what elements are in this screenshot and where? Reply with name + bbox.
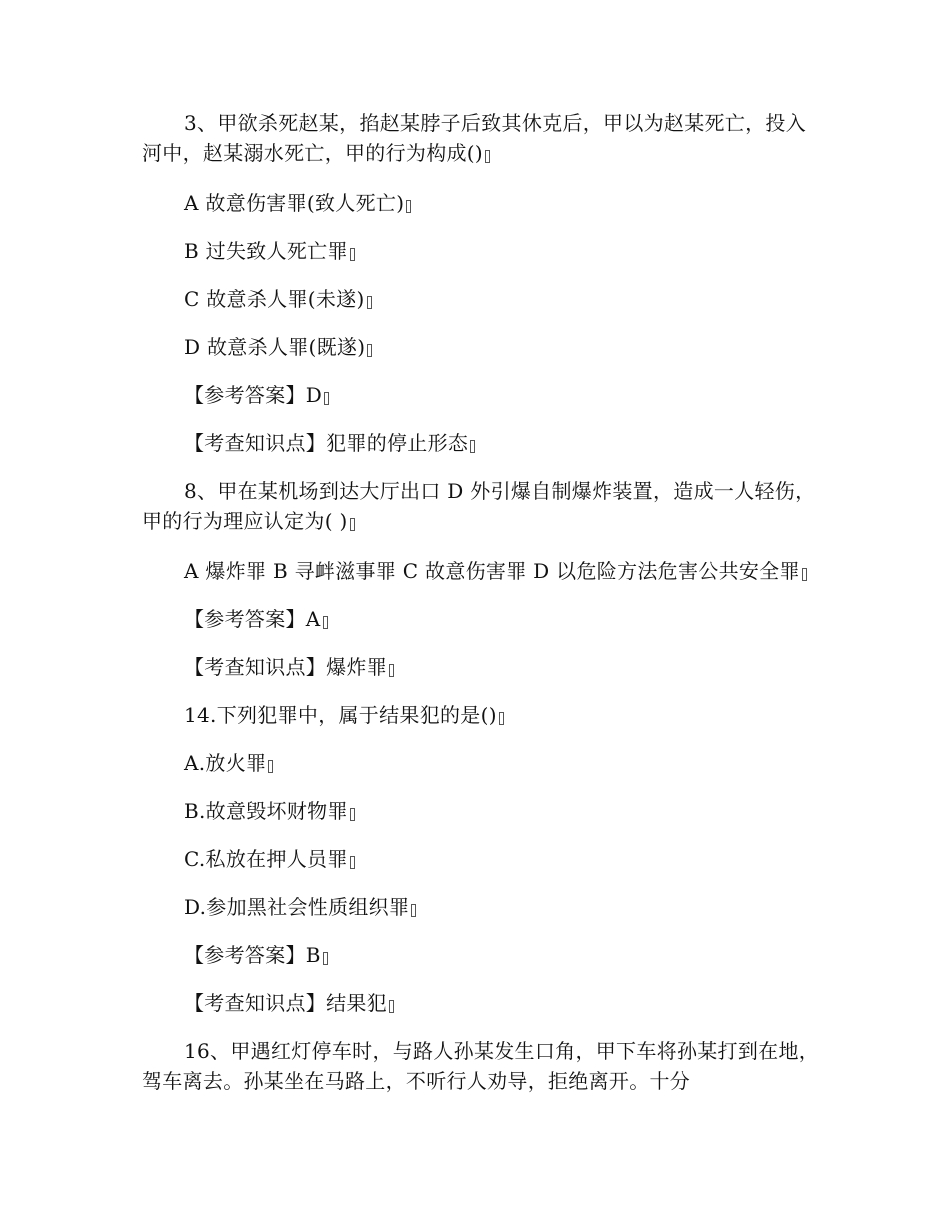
options-text: A 爆炸罪 B 寻衅滋事罪 C 故意伤害罪 D 以危险方法危害公共安全罪 xyxy=(184,559,800,583)
end-mark-icon xyxy=(350,518,355,531)
question-16-stem xyxy=(142,1036,822,1096)
option-text: A.放火罪 xyxy=(184,751,267,775)
end-mark-icon xyxy=(350,808,355,821)
question-3-stem-text: 3、甲欲杀死赵某，掐赵某脖子后致其休克后，甲以为赵某死亡，投入河中，赵某溺水死亡，甲的行为构成() xyxy=(142,111,807,165)
question-14-option-d xyxy=(184,892,834,922)
question-14-option-b xyxy=(184,796,834,826)
option-text: D.参加黑社会性质组织罪 xyxy=(184,895,410,919)
question-16-stem-text: 16、甲遇红灯停车时，与路人孙某发生口角，甲下车将孙某打到在地，驾车离去。孙某坐在马路上，不听行人劝导，拒绝离开。十分 xyxy=(142,1039,820,1093)
end-mark-icon xyxy=(350,856,355,869)
option-text: B 过失致人死亡罪 xyxy=(184,239,348,263)
option-text: B.故意毁坏财物罪 xyxy=(184,799,348,823)
topic-text: 【考查知识点】结果犯 xyxy=(184,991,387,1015)
option-text: A 故意伤害罪(致人死亡) xyxy=(184,191,405,215)
question-14-stem-text: 14.下列犯罪中，属于结果犯的是() xyxy=(184,703,497,727)
question-3-option-d xyxy=(184,332,834,362)
end-mark-icon xyxy=(499,712,504,725)
topic-text: 【考查知识点】犯罪的停止形态 xyxy=(184,431,469,455)
question-3-option-c xyxy=(184,284,834,314)
end-mark-icon xyxy=(324,392,329,405)
end-mark-icon xyxy=(389,1000,394,1013)
end-mark-icon xyxy=(268,760,273,773)
question-3-answer xyxy=(184,380,834,410)
question-8-stem xyxy=(142,476,822,536)
end-mark-icon xyxy=(406,200,411,213)
end-mark-icon xyxy=(802,568,807,581)
option-text: C 故意杀人罪(未遂) xyxy=(184,287,365,311)
answer-text: 【参考答案】B xyxy=(184,943,321,967)
end-mark-icon xyxy=(485,150,490,163)
question-3-option-b xyxy=(184,236,834,266)
answer-text: 【参考答案】A xyxy=(184,607,321,631)
question-3-topic xyxy=(184,428,834,458)
topic-text: 【考查知识点】爆炸罪 xyxy=(184,655,387,679)
question-14-topic xyxy=(184,988,834,1018)
question-14-option-c xyxy=(184,844,834,874)
end-mark-icon xyxy=(323,952,328,965)
question-8-answer xyxy=(184,604,834,634)
question-8-options xyxy=(184,556,834,586)
question-14-option-a xyxy=(184,748,834,778)
question-8-topic xyxy=(184,652,834,682)
question-14-stem xyxy=(184,700,834,730)
end-mark-icon xyxy=(323,616,328,629)
end-mark-icon xyxy=(470,440,475,453)
question-3-option-a xyxy=(184,188,834,218)
question-3-stem xyxy=(142,108,822,168)
end-mark-icon xyxy=(367,344,372,357)
end-mark-icon xyxy=(389,664,394,677)
question-14-answer xyxy=(184,940,834,970)
end-mark-icon xyxy=(411,904,416,917)
option-text: C.私放在押人员罪 xyxy=(184,847,348,871)
end-mark-icon xyxy=(350,248,355,261)
question-8-stem-text: 8、甲在某机场到达大厅出口 D 外引爆自制爆炸装置，造成一人轻伤，甲的行为理应认定为( ) xyxy=(142,479,816,533)
end-mark-icon xyxy=(367,296,372,309)
answer-text: 【参考答案】D xyxy=(184,383,323,407)
option-text: D 故意杀人罪(既遂) xyxy=(184,335,366,359)
